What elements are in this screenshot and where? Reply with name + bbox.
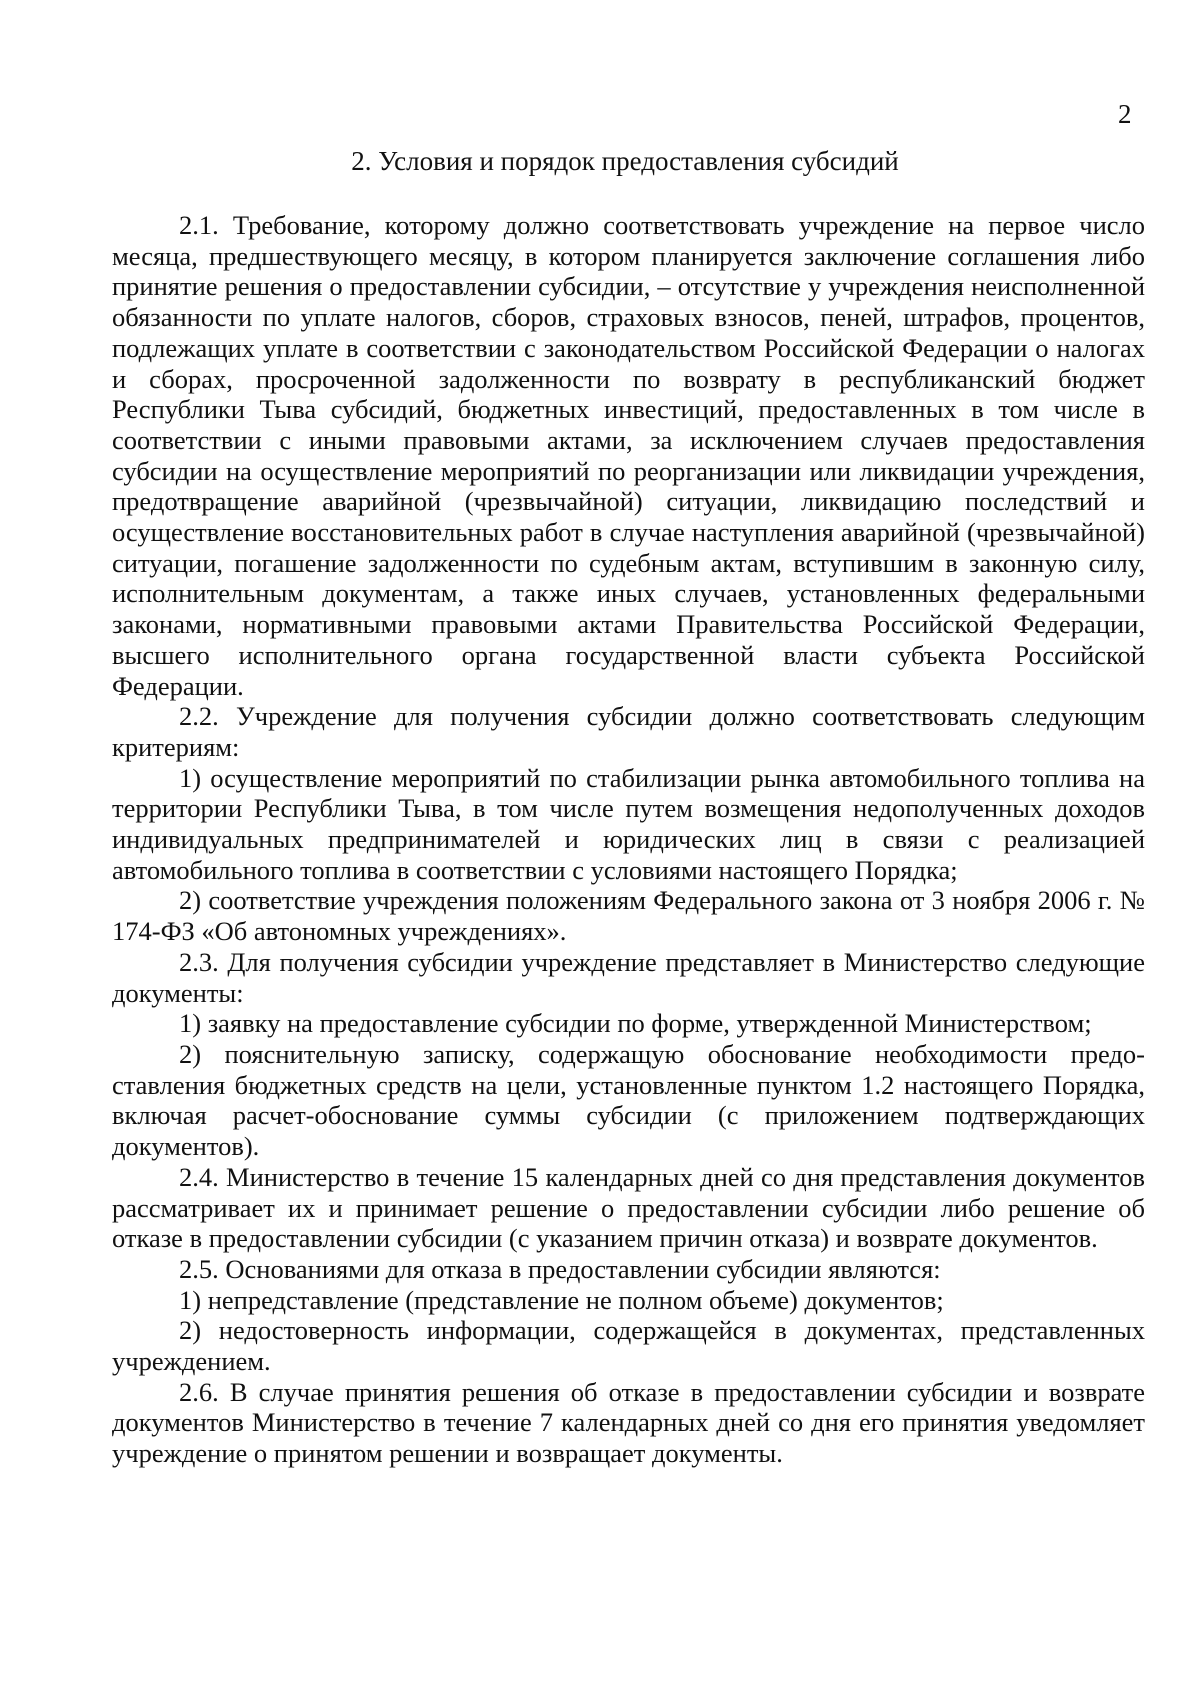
paragraph-2-5-item-2: 2) недостоверность информации, содержащейся в документах, представленных учреждением. xyxy=(112,1315,1145,1377)
paragraph-2-2-item-2: 2) соответствие учреждения положениям Федерального закона от 3 ноября 2006 г. № 174-ФЗ «Об автономных учреждениях». xyxy=(112,885,1145,947)
paragraph-2-2: 2.2. Учреждение для получения субсидии должно соответствовать следующим критериям: xyxy=(112,701,1145,762)
paragraph-2-3-item-1: 1) заявку на предоставление субсидии по форме, утвержденной Министерством; xyxy=(179,1008,1092,1039)
paragraph-2-4: 2.4. Министерство в течение 15 календарных дней со дня представления документов рассматривает их и принимает решение о предоставлении субсидии либо решение об отказе в предоставлении субсидии (с указанием причин отказа) и возврате документов. xyxy=(112,1161,1145,1254)
section-body xyxy=(112,210,1145,1469)
paragraph-2-5-item-1: 1) непредставление (представление не полном объеме) документов; xyxy=(179,1284,944,1315)
paragraph-2-3: 2.3. Для получения субсидии учреждение представляет в Министерство следующие документы: xyxy=(112,946,1145,1008)
paragraph-2-2-item-1: 1) осуществление мероприятий по стабилизации рынка автомобильного топлива на территории Республики Тыва, в том числе путем возмещения недополученных доходов индивидуальных предпринимателей и юридических лиц в связи с реализацией автомобильного топлива в соответствии с условиями настоящего Порядка; xyxy=(112,762,1145,885)
paragraph-2-5: 2.5. Основаниями для отказа в предоставлении субсидии являются: xyxy=(179,1253,941,1284)
section-title: 2. Условия и порядок предоставления субсидий xyxy=(351,146,899,176)
paragraph-2-1: 2.1. Требование, которому должно соответствовать учреждение на первое число месяца, предшествующего месяцу, в котором планируется заключение соглашения либо принятие решения о предоставлении субсидии, – отсутствие у учреждения неисполненной обязанности по уплате налогов, сборов, страховых взносов, пеней, штрафов, процентов, подлежащих уплате в соответствии с законодательством Российской Федерации о налогах и сборах, просроченной задолженности по возврату в республиканский бюджет Республики Тыва субсидий, бюджетных инвестиций, предоставленных в том числе в соответствии с иными правовыми актами, за исключением случаев предоставления субсидии на осуществление мероприятий по реорганизации или ликвидации учреждения, предотвращение аварийной (чрезвычайной) ситуации, ликвидацию последствий и осуществление восстановительных работ в случае наступления аварийной (чрезвычайной) ситуации, погашение задолженности по судебным актам, вступившим в законную силу, исполнительным документам, а также иных случаев, установленных федеральными законами, нормативными правовыми актами Правительства Российской Федерации, высшего исполнительного органа государственной власти субъекта Российской Федерации. xyxy=(112,210,1145,701)
page-number: 2 xyxy=(1118,99,1132,129)
paragraph-2-3-item-2: 2) пояснительную записку, содержащую обоснование необходимости предоставления бюджетных средств на цели, установленные пунктом 1.2 настоящего Порядка, включая расчет-обоснование суммы субсидии (с приложением подтверждающих документов). xyxy=(112,1038,1145,1162)
paragraph-2-6: 2.6. В случае принятия решения об отказе в предоставлении субсидии и возврате документов Министерство в течение 7 календарных дней со дня его принятия уведомляет учреждение о принятом решении и возвращает документы. xyxy=(112,1376,1145,1469)
